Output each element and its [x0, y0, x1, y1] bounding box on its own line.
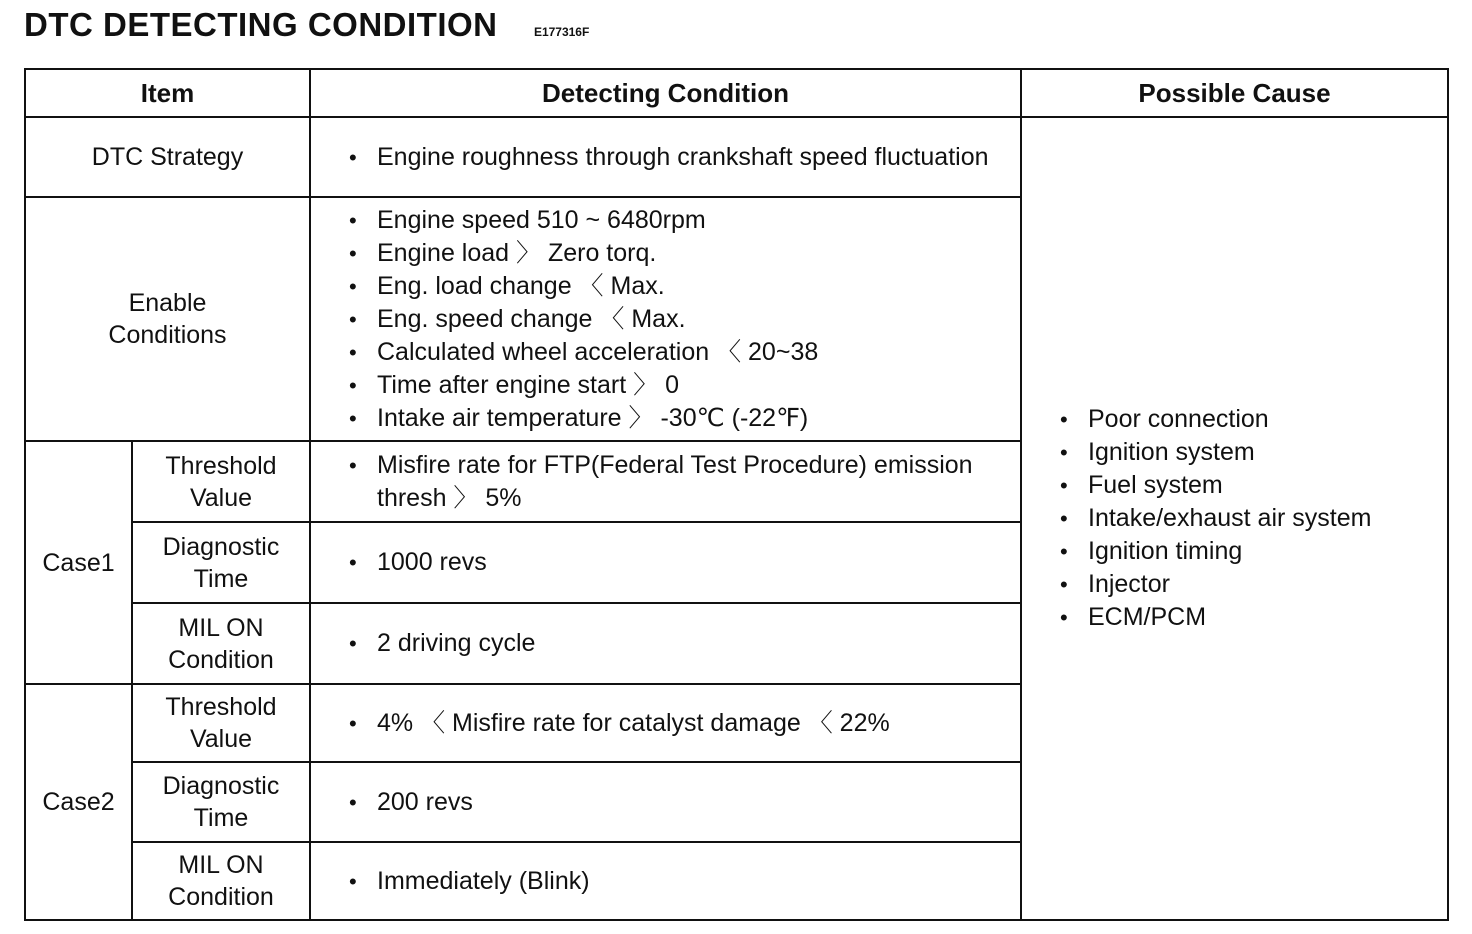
list-item: • Eng. load change 〈 Max. — [349, 270, 1020, 303]
list-item: • Ignition timing — [1060, 535, 1447, 568]
list-item: • Immediately (Blink) — [349, 865, 1020, 898]
enable-conditions-cell — [310, 197, 1021, 441]
list-item: • Ignition system — [1060, 436, 1447, 469]
list-item: • Engine roughness through crankshaft speed fluctuation — [349, 141, 1020, 174]
list-item: • Intake air temperature 〉 -30℃ (-22℉) — [349, 402, 1020, 435]
case2-diag-cell — [310, 762, 1021, 842]
case2-label: Case2 — [25, 684, 132, 920]
case1-mil-label — [132, 603, 310, 684]
dtc-strategy-conditions — [310, 117, 1021, 197]
possible-cause-list — [1022, 403, 1447, 634]
list-item: • 1000 revs — [349, 546, 1020, 579]
case1-mil-cell — [310, 603, 1021, 684]
page-title: DTC DETECTING CONDITION — [24, 6, 498, 43]
enable-conditions-list — [311, 204, 1020, 435]
case1-diag-label — [132, 522, 310, 603]
list-item: • Poor connection — [1060, 403, 1447, 436]
case2-mil-list — [311, 865, 1020, 898]
case1-mil-label-line1: MIL ON — [178, 613, 264, 642]
case1-diag-label-line2: Time — [193, 564, 249, 593]
dtc-condition-table — [24, 68, 1449, 921]
list-item: • Engine load 〉 Zero torq. — [349, 237, 1020, 270]
list-item: • 200 revs — [349, 786, 1020, 819]
list-item: • Time after engine start 〉 0 — [349, 369, 1020, 402]
enable-conditions-label — [25, 197, 310, 441]
case1-threshold-cell — [310, 441, 1021, 522]
list-item: • Eng. speed change 〈 Max. — [349, 303, 1020, 336]
dtc-strategy-label: DTC Strategy — [25, 117, 310, 197]
case2-mil-label — [132, 842, 310, 920]
case2-diag-list — [311, 786, 1020, 819]
column-header-item: Item — [25, 69, 310, 117]
possible-cause-cell — [1021, 117, 1448, 920]
case1-diag-list — [311, 546, 1020, 579]
case2-threshold-label-line1: Threshold — [165, 693, 277, 721]
case2-diag-label-line2: Time — [193, 804, 249, 832]
column-header-possible-cause: Possible Cause — [1021, 69, 1448, 117]
list-item: • Engine speed 510 ~ 6480rpm — [349, 204, 1020, 237]
case1-threshold-list — [311, 449, 1020, 515]
title-row — [24, 6, 589, 46]
list-item: • Misfire rate for FTP(Federal Test Procedure) emission thresh 〉 5% — [349, 449, 1020, 515]
case1-mil-list — [311, 627, 1020, 660]
figure-code: E177316F — [533, 25, 590, 39]
case1-label: Case1 — [25, 441, 132, 684]
case1-diag-label-line1: Diagnostic — [162, 532, 280, 561]
list-item: • Calculated wheel acceleration 〈 20~38 — [349, 336, 1020, 369]
case2-threshold-cell — [310, 684, 1021, 762]
list-item: • Intake/exhaust air system — [1060, 502, 1447, 535]
case1-threshold-label-line2: Value — [189, 483, 253, 512]
case1-threshold-label — [132, 441, 310, 522]
column-header-detecting-condition: Detecting Condition — [310, 69, 1021, 117]
enable-conditions-label-line1: Enable — [128, 289, 207, 317]
list-item: • ECM/PCM — [1060, 601, 1447, 634]
list-item: • Injector — [1060, 568, 1447, 601]
enable-conditions-label-line2: Conditions — [108, 321, 227, 349]
case2-mil-label-line1: MIL ON — [178, 851, 264, 879]
list-item: • 2 driving cycle — [349, 627, 1020, 660]
header-row — [25, 69, 1448, 117]
case2-diag-label-line1: Diagnostic — [162, 772, 280, 800]
case2-threshold-label — [132, 684, 310, 762]
case2-threshold-label-line2: Value — [189, 725, 253, 753]
dtc-strategy-list — [311, 141, 1020, 174]
list-item: • 4% 〈 Misfire rate for catalyst damage 〈 22% — [349, 707, 1020, 740]
case1-diag-cell — [310, 522, 1021, 603]
case1-mil-label-line2: Condition — [168, 645, 274, 674]
case2-mil-label-line2: Condition — [168, 883, 274, 911]
table-row-dtc-strategy — [25, 117, 1448, 197]
case1-threshold-label-line1: Threshold — [165, 451, 277, 480]
list-item: • Fuel system — [1060, 469, 1447, 502]
case2-threshold-list — [311, 707, 1020, 740]
case2-diag-label — [132, 762, 310, 842]
case2-mil-cell — [310, 842, 1021, 920]
